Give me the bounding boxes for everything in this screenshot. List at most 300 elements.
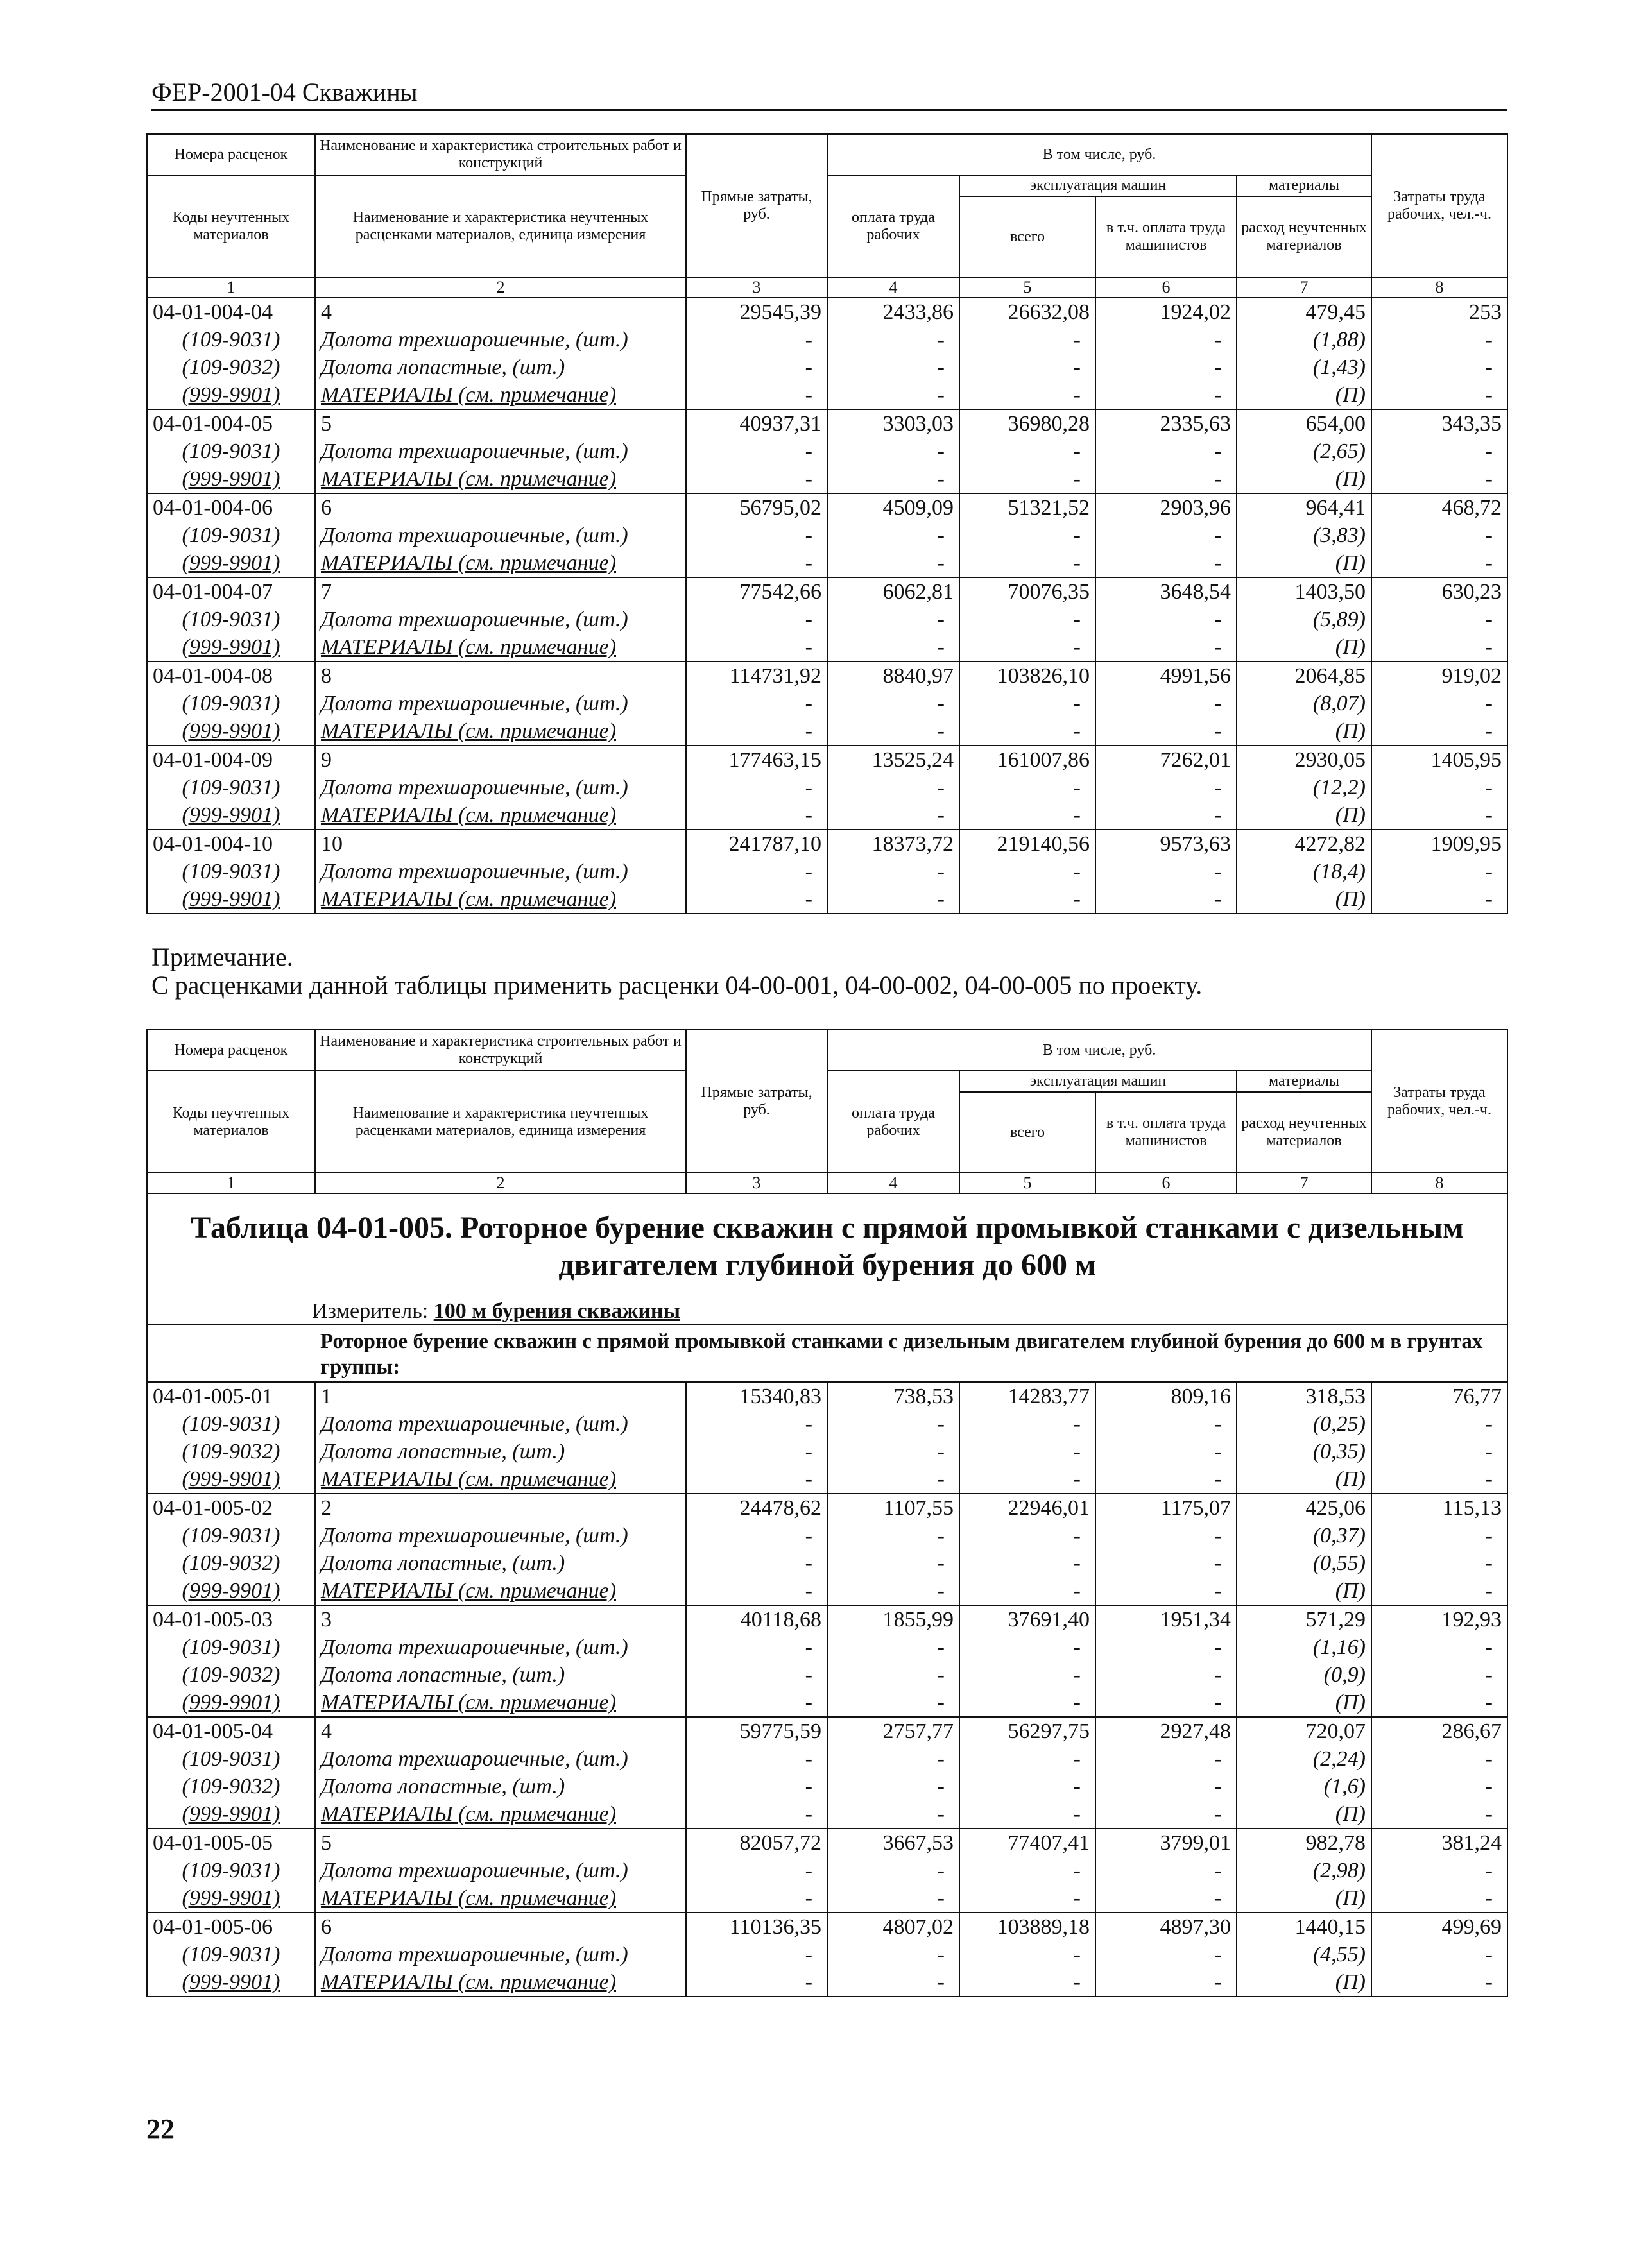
dash-cell: - [686, 438, 827, 465]
materials: 1440,15 [1237, 1913, 1371, 1941]
material-consumption: (4,55) [1237, 1941, 1371, 1968]
rate-name: 10 [315, 830, 686, 858]
dash-cell: - [686, 858, 827, 885]
dash-cell: - [1095, 1968, 1237, 1997]
rate-row [147, 1494, 1507, 1522]
material-row [147, 774, 1507, 801]
dash-cell: - [1095, 858, 1237, 885]
measure-line [147, 1289, 1507, 1324]
dash-cell: - [686, 606, 827, 633]
rate-code: 04-01-004-08 [147, 661, 315, 690]
worker-pay: 13525,24 [827, 746, 959, 774]
dash-cell: - [959, 1577, 1095, 1605]
materials: 571,29 [1237, 1605, 1371, 1633]
dash-cell: - [1095, 1465, 1237, 1494]
dash-cell: - [959, 1968, 1095, 1997]
dash-cell: - [959, 1410, 1095, 1438]
machines-total: 26632,08 [959, 298, 1095, 326]
dash-cell: - [1095, 1577, 1237, 1605]
rate-row [147, 1913, 1507, 1941]
worker-pay: 6062,81 [827, 577, 959, 606]
machines-total: 36980,28 [959, 409, 1095, 438]
materials: 654,00 [1237, 409, 1371, 438]
operator-pay: 1951,34 [1095, 1605, 1237, 1633]
dash-cell: - [1095, 633, 1237, 661]
dash-cell: - [686, 354, 827, 381]
materials: 1403,50 [1237, 577, 1371, 606]
dash-cell: - [827, 354, 959, 381]
rate-row [147, 1829, 1507, 1857]
material-name: Долота трехшарошечные, (шт.) [315, 522, 686, 549]
dash-cell: - [686, 1410, 827, 1438]
dash-cell: - [827, 1857, 959, 1884]
material-name: МАТЕРИАЛЫ (см. примечание) [315, 465, 686, 493]
dash-cell: - [827, 606, 959, 633]
material-row [147, 1689, 1507, 1717]
dash-cell: - [827, 717, 959, 746]
dash-cell: - [686, 1857, 827, 1884]
material-code: (109-9032) [147, 354, 315, 381]
header-materials: материалы [1237, 1071, 1371, 1092]
header-consumption: расход неучтенных материалов [1237, 196, 1371, 277]
section-title-line2: двигателем глубиной бурения до 600 м [558, 1248, 1096, 1282]
header-pay: оплата труда рабочих [827, 175, 959, 277]
dash-cell: - [827, 774, 959, 801]
materials: 2930,05 [1237, 746, 1371, 774]
material-row [147, 1857, 1507, 1884]
material-name: МАТЕРИАЛЫ (см. примечание) [315, 381, 686, 409]
material-code: (109-9032) [147, 1549, 315, 1577]
dash-cell: - [1371, 1773, 1507, 1800]
operator-pay: 4991,56 [1095, 661, 1237, 690]
material-code: (999-9901) [147, 1689, 315, 1717]
column-number: 1 [147, 277, 315, 298]
material-name: Долота трехшарошечные, (шт.) [315, 690, 686, 717]
material-consumption: (8,07) [1237, 690, 1371, 717]
machines-total: 77407,41 [959, 1829, 1095, 1857]
dash-cell: - [1371, 1745, 1507, 1773]
dash-cell: - [1095, 1549, 1237, 1577]
materials: 318,53 [1237, 1382, 1371, 1410]
dash-cell: - [959, 1800, 1095, 1829]
dash-cell: - [1095, 1745, 1237, 1773]
material-name: Долота лопастные, (шт.) [315, 1438, 686, 1465]
dash-cell: - [686, 1745, 827, 1773]
worker-pay: 18373,72 [827, 830, 959, 858]
dash-cell: - [686, 326, 827, 354]
material-name: Долота лопастные, (шт.) [315, 354, 686, 381]
worker-pay: 3667,53 [827, 1829, 959, 1857]
material-code: (109-9032) [147, 1661, 315, 1689]
dash-cell: - [686, 801, 827, 830]
material-consumption: (1,43) [1237, 354, 1371, 381]
material-consumption: (П) [1237, 1689, 1371, 1717]
dash-cell: - [827, 1549, 959, 1577]
worker-pay: 738,53 [827, 1382, 959, 1410]
dash-cell: - [959, 1549, 1095, 1577]
material-consumption: (18,4) [1237, 858, 1371, 885]
column-number: 7 [1237, 277, 1371, 298]
material-code: (999-9901) [147, 1577, 315, 1605]
note-text: С расценками данной таблицы применить расценки 04-00-001, 04-00-002, 04-00-005 по проекту. [151, 971, 1203, 1000]
header-total: всего [959, 196, 1095, 277]
column-number: 7 [1237, 1173, 1371, 1193]
header-rate-numbers: Номера расценок [147, 1030, 315, 1071]
column-numbers-row [147, 277, 1507, 298]
dash-cell: - [959, 885, 1095, 914]
material-name: Долота трехшарошечные, (шт.) [315, 1745, 686, 1773]
material-code: (999-9901) [147, 381, 315, 409]
material-code: (999-9901) [147, 717, 315, 746]
worker-pay: 3303,03 [827, 409, 959, 438]
operator-pay: 809,16 [1095, 1382, 1237, 1410]
header-total: всего [959, 1092, 1095, 1173]
dash-cell: - [1095, 549, 1237, 577]
dash-cell: - [686, 1633, 827, 1661]
section-title-line1: Таблица 04-01-005. Роторное бурение скважин с прямой промывкой станками с дизельным [191, 1211, 1464, 1245]
material-consumption: (0,37) [1237, 1522, 1371, 1549]
header-material-name: Наименование и характеристика неучтенных расценками материалов, единица измерения [315, 1071, 686, 1173]
worker-pay: 1855,99 [827, 1605, 959, 1633]
dash-cell: - [827, 1410, 959, 1438]
header-incl-pay: в т.ч. оплата труда машинистов [1095, 196, 1237, 277]
header-direct-costs: Прямые затраты, руб. [686, 1030, 827, 1173]
dash-cell: - [959, 1773, 1095, 1800]
operator-pay: 3648,54 [1095, 577, 1237, 606]
material-row [147, 522, 1507, 549]
header-direct-costs: Прямые затраты, руб. [686, 134, 827, 277]
section-title [147, 1193, 1507, 1289]
dash-cell: - [827, 1800, 959, 1829]
material-row [147, 465, 1507, 493]
dash-cell: - [827, 1661, 959, 1689]
material-consumption: (П) [1237, 717, 1371, 746]
column-number: 2 [315, 1173, 686, 1193]
dash-cell: - [1095, 1773, 1237, 1800]
intro-spacer [147, 1324, 315, 1382]
material-code: (999-9901) [147, 801, 315, 830]
dash-cell: - [827, 438, 959, 465]
material-row [147, 1522, 1507, 1549]
material-code: (999-9901) [147, 885, 315, 914]
dash-cell: - [959, 858, 1095, 885]
labor-hours: 253 [1371, 298, 1507, 326]
machines-total: 14283,77 [959, 1382, 1095, 1410]
header-including: В том числе, руб. [827, 1030, 1371, 1071]
material-consumption: (12,2) [1237, 774, 1371, 801]
material-row [147, 801, 1507, 830]
dash-cell: - [1371, 1800, 1507, 1829]
material-name: Долота трехшарошечные, (шт.) [315, 1522, 686, 1549]
header-material-codes: Коды неучтенных материалов [147, 175, 315, 277]
dash-cell: - [1095, 1857, 1237, 1884]
dash-cell: - [1371, 633, 1507, 661]
machines-total: 103826,10 [959, 661, 1095, 690]
dash-cell: - [827, 465, 959, 493]
header-machines: эксплуатация машин [959, 175, 1237, 196]
dash-cell: - [1371, 1689, 1507, 1717]
dash-cell: - [686, 1773, 827, 1800]
dash-cell: - [959, 1661, 1095, 1689]
material-code: (999-9901) [147, 465, 315, 493]
materials: 4272,82 [1237, 830, 1371, 858]
dash-cell: - [686, 1522, 827, 1549]
dash-cell: - [1371, 1549, 1507, 1577]
material-consumption: (П) [1237, 1800, 1371, 1829]
rate-row [147, 1717, 1507, 1745]
dash-cell: - [1371, 1438, 1507, 1465]
material-row [147, 438, 1507, 465]
measure-value: 100 м бурения скважины [433, 1299, 681, 1323]
header-pay: оплата труда рабочих [827, 1071, 959, 1173]
material-consumption: (1,6) [1237, 1773, 1371, 1800]
dash-cell: - [686, 1661, 827, 1689]
material-code: (109-9031) [147, 1410, 315, 1438]
material-code: (109-9031) [147, 858, 315, 885]
column-number: 8 [1371, 277, 1507, 298]
material-code: (999-9901) [147, 633, 315, 661]
material-name: МАТЕРИАЛЫ (см. примечание) [315, 717, 686, 746]
dash-cell: - [959, 549, 1095, 577]
materials: 2064,85 [1237, 661, 1371, 690]
material-code: (109-9031) [147, 606, 315, 633]
dash-cell: - [1095, 381, 1237, 409]
rate-code: 04-01-004-04 [147, 298, 315, 326]
dash-cell: - [1371, 354, 1507, 381]
dash-cell: - [959, 606, 1095, 633]
labor-hours: 499,69 [1371, 1913, 1507, 1941]
column-number: 1 [147, 1173, 315, 1193]
rate-code: 04-01-004-06 [147, 493, 315, 522]
material-row [147, 1745, 1507, 1773]
dash-cell: - [1095, 1633, 1237, 1661]
material-consumption: (П) [1237, 633, 1371, 661]
material-row [147, 381, 1507, 409]
material-name: МАТЕРИАЛЫ (см. примечание) [315, 885, 686, 914]
column-number: 5 [959, 1173, 1095, 1193]
dash-cell: - [1095, 1884, 1237, 1913]
dash-cell: - [827, 1522, 959, 1549]
dash-cell: - [1371, 690, 1507, 717]
dash-cell: - [686, 885, 827, 914]
rate-code: 04-01-005-06 [147, 1913, 315, 1941]
operator-pay: 9573,63 [1095, 830, 1237, 858]
machines-total: 219140,56 [959, 830, 1095, 858]
material-code: (109-9031) [147, 1941, 315, 1968]
dash-cell: - [1371, 1522, 1507, 1549]
rate-row [147, 1382, 1507, 1410]
material-row [147, 1465, 1507, 1494]
material-code: (999-9901) [147, 1884, 315, 1913]
dash-cell: - [827, 633, 959, 661]
labor-hours: 115,13 [1371, 1494, 1507, 1522]
material-code: (109-9031) [147, 1522, 315, 1549]
material-row [147, 549, 1507, 577]
column-number: 6 [1095, 1173, 1237, 1193]
dash-cell: - [1095, 606, 1237, 633]
material-name: МАТЕРИАЛЫ (см. примечание) [315, 1465, 686, 1494]
dash-cell: - [1095, 326, 1237, 354]
dash-cell: - [827, 1941, 959, 1968]
worker-pay: 4807,02 [827, 1913, 959, 1941]
material-code: (109-9031) [147, 326, 315, 354]
dash-cell: - [686, 465, 827, 493]
rate-name: 4 [315, 298, 686, 326]
materials: 982,78 [1237, 1829, 1371, 1857]
column-number: 2 [315, 277, 686, 298]
labor-hours: 76,77 [1371, 1382, 1507, 1410]
material-code: (109-9031) [147, 438, 315, 465]
operator-pay: 2927,48 [1095, 1717, 1237, 1745]
material-name: МАТЕРИАЛЫ (см. примечание) [315, 549, 686, 577]
dash-cell: - [1371, 1941, 1507, 1968]
material-code: (109-9032) [147, 1773, 315, 1800]
direct-costs: 29545,39 [686, 298, 827, 326]
dash-cell: - [827, 858, 959, 885]
dash-cell: - [1371, 1884, 1507, 1913]
dash-cell: - [1371, 1857, 1507, 1884]
rate-code: 04-01-004-05 [147, 409, 315, 438]
worker-pay: 8840,97 [827, 661, 959, 690]
dash-cell: - [1371, 717, 1507, 746]
material-code: (109-9032) [147, 1438, 315, 1465]
rate-code: 04-01-004-09 [147, 746, 315, 774]
material-code: (109-9031) [147, 522, 315, 549]
material-name: МАТЕРИАЛЫ (см. примечание) [315, 801, 686, 830]
dash-cell: - [959, 438, 1095, 465]
material-code: (999-9901) [147, 1968, 315, 1997]
material-row [147, 1577, 1507, 1605]
rate-code: 04-01-005-04 [147, 1717, 315, 1745]
dash-cell: - [959, 1857, 1095, 1884]
dash-cell: - [686, 633, 827, 661]
rate-code: 04-01-004-10 [147, 830, 315, 858]
dash-cell: - [686, 690, 827, 717]
materials: 964,41 [1237, 493, 1371, 522]
material-code: (999-9901) [147, 1800, 315, 1829]
dash-cell: - [686, 1800, 827, 1829]
column-number: 8 [1371, 1173, 1507, 1193]
operator-pay: 2903,96 [1095, 493, 1237, 522]
material-name: Долота трехшарошечные, (шт.) [315, 1410, 686, 1438]
rate-code: 04-01-005-01 [147, 1382, 315, 1410]
material-consumption: (2,65) [1237, 438, 1371, 465]
material-name: Долота трехшарошечные, (шт.) [315, 326, 686, 354]
dash-cell: - [1095, 801, 1237, 830]
dash-cell: - [827, 1745, 959, 1773]
header-including: В том числе, руб. [827, 134, 1371, 175]
dash-cell: - [1371, 522, 1507, 549]
dash-cell: - [827, 1689, 959, 1717]
header-machines: эксплуатация машин [959, 1071, 1237, 1092]
material-name: МАТЕРИАЛЫ (см. примечание) [315, 1689, 686, 1717]
dash-cell: - [959, 522, 1095, 549]
dash-cell: - [959, 1745, 1095, 1773]
material-consumption: (П) [1237, 1465, 1371, 1494]
labor-hours: 1909,95 [1371, 830, 1507, 858]
dash-cell: - [686, 1941, 827, 1968]
dash-cell: - [1371, 1968, 1507, 1997]
machines-total: 22946,01 [959, 1494, 1095, 1522]
dash-cell: - [959, 326, 1095, 354]
dash-cell: - [1371, 381, 1507, 409]
dash-cell: - [686, 1689, 827, 1717]
material-row [147, 354, 1507, 381]
header-incl-pay: в т.ч. оплата труда машинистов [1095, 1092, 1237, 1173]
dash-cell: - [1095, 1941, 1237, 1968]
material-row [147, 1410, 1507, 1438]
dash-cell: - [959, 1884, 1095, 1913]
dash-cell: - [1371, 326, 1507, 354]
direct-costs: 241787,10 [686, 830, 827, 858]
materials: 720,07 [1237, 1717, 1371, 1745]
dash-cell: - [1371, 774, 1507, 801]
dash-cell: - [959, 717, 1095, 746]
dash-cell: - [959, 633, 1095, 661]
rate-name: 3 [315, 1605, 686, 1633]
direct-costs: 24478,62 [686, 1494, 827, 1522]
labor-hours: 468,72 [1371, 493, 1507, 522]
dash-cell: - [827, 885, 959, 914]
dash-cell: - [686, 717, 827, 746]
rate-row [147, 577, 1507, 606]
direct-costs: 77542,66 [686, 577, 827, 606]
dash-cell: - [1371, 1633, 1507, 1661]
material-consumption: (2,24) [1237, 1745, 1371, 1773]
dash-cell: - [959, 1522, 1095, 1549]
dash-cell: - [827, 1577, 959, 1605]
operator-pay: 3799,01 [1095, 1829, 1237, 1857]
material-consumption: (П) [1237, 1968, 1371, 1997]
dash-cell: - [1095, 522, 1237, 549]
operator-pay: 4897,30 [1095, 1913, 1237, 1941]
header-materials: материалы [1237, 175, 1371, 196]
dash-cell: - [1095, 438, 1237, 465]
material-code: (109-9031) [147, 774, 315, 801]
rate-name: 9 [315, 746, 686, 774]
material-row [147, 717, 1507, 746]
column-number: 4 [827, 1173, 959, 1193]
dash-cell: - [1095, 1689, 1237, 1717]
dash-cell: - [686, 549, 827, 577]
dash-cell: - [1095, 885, 1237, 914]
material-name: Долота трехшарошечные, (шт.) [315, 858, 686, 885]
worker-pay: 2433,86 [827, 298, 959, 326]
worker-pay: 2757,77 [827, 1717, 959, 1745]
header-rate-numbers: Номера расценок [147, 134, 315, 175]
material-name: Долота трехшарошечные, (шт.) [315, 438, 686, 465]
machines-total: 103889,18 [959, 1913, 1095, 1941]
dash-cell: - [959, 354, 1095, 381]
machines-total: 37691,40 [959, 1605, 1095, 1633]
dash-cell: - [686, 1577, 827, 1605]
material-consumption: (0,9) [1237, 1661, 1371, 1689]
dash-cell: - [827, 1968, 959, 1997]
dash-cell: - [686, 1968, 827, 1997]
material-row [147, 1633, 1507, 1661]
dash-cell: - [686, 1884, 827, 1913]
material-row [147, 885, 1507, 914]
material-consumption: (1,16) [1237, 1633, 1371, 1661]
material-row [147, 326, 1507, 354]
rate-name: 5 [315, 409, 686, 438]
dash-cell: - [1371, 1410, 1507, 1438]
intro-text: Роторное бурение скважин с прямой промывкой станками с дизельным двигателем глубиной бурения до 600 м в грунтах группы: [315, 1324, 1507, 1382]
operator-pay: 2335,63 [1095, 409, 1237, 438]
dash-cell: - [686, 774, 827, 801]
dash-cell: - [827, 381, 959, 409]
rates-table-04-01-004 [146, 133, 1507, 914]
